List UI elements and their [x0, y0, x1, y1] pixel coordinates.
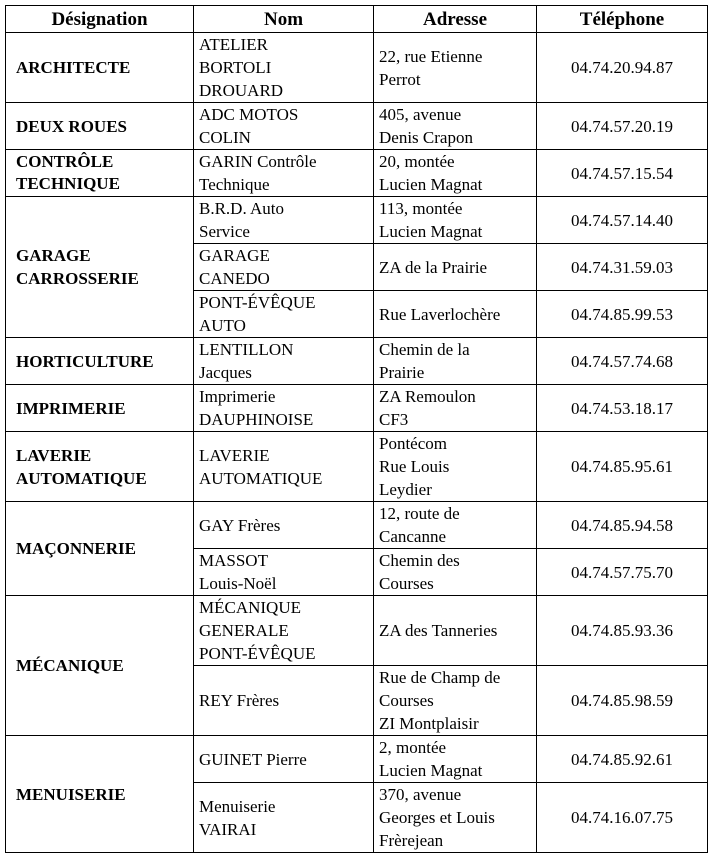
- designation-cell: CONTRÔLE TECHNIQUE: [6, 150, 194, 197]
- adresse-cell: ZA Remoulon CF3: [374, 385, 537, 432]
- header-nom: Nom: [194, 6, 374, 33]
- telephone-cell: 04.74.20.94.87: [537, 33, 708, 103]
- table-row: [6, 596, 708, 666]
- designation-cell: HORTICULTURE: [6, 338, 194, 385]
- nom-cell: Imprimerie DAUPHINOISE: [194, 385, 374, 432]
- nom-cell: ADC MOTOS COLIN: [194, 103, 374, 150]
- header-telephone: Téléphone: [537, 6, 708, 33]
- designation-cell: LAVERIE AUTOMATIQUE: [6, 432, 194, 502]
- designation-cell: MÉCANIQUE: [6, 596, 194, 736]
- telephone-cell: 04.74.31.59.03: [537, 244, 708, 291]
- designation-cell: GARAGE CARROSSERIE: [6, 197, 194, 338]
- nom-cell: Menuiserie VAIRAI: [194, 783, 374, 853]
- adresse-cell: 113, montée Lucien Magnat: [374, 197, 537, 244]
- nom-cell: PONT-ÉVÊQUE AUTO: [194, 291, 374, 338]
- telephone-cell: 04.74.85.94.58: [537, 502, 708, 549]
- telephone-cell: 04.74.85.93.36: [537, 596, 708, 666]
- nom-cell: MASSOT Louis-Noël: [194, 549, 374, 596]
- table-row: [6, 197, 708, 244]
- adresse-cell: Chemin de la Prairie: [374, 338, 537, 385]
- telephone-cell: 04.74.57.14.40: [537, 197, 708, 244]
- table-row: [6, 432, 708, 502]
- adresse-cell: 20, montée Lucien Magnat: [374, 150, 537, 197]
- nom-cell: GARIN Contrôle Technique: [194, 150, 374, 197]
- header-row: [6, 6, 708, 33]
- telephone-cell: 04.74.57.20.19: [537, 103, 708, 150]
- nom-cell: GUINET Pierre: [194, 736, 374, 783]
- adresse-cell: Rue Laverlochère: [374, 291, 537, 338]
- telephone-cell: 04.74.16.07.75: [537, 783, 708, 853]
- designation-cell: IMPRIMERIE: [6, 385, 194, 432]
- header-adresse: Adresse: [374, 6, 537, 33]
- table-row: [6, 385, 708, 432]
- nom-cell: MÉCANIQUE GENERALE PONT-ÉVÊQUE: [194, 596, 374, 666]
- designation-cell: MAÇONNERIE: [6, 502, 194, 596]
- adresse-cell: 12, route de Cancanne: [374, 502, 537, 549]
- table-row: [6, 736, 708, 783]
- nom-cell: ATELIER BORTOLI DROUARD: [194, 33, 374, 103]
- telephone-cell: 04.74.53.18.17: [537, 385, 708, 432]
- adresse-cell: 405, avenue Denis Crapon: [374, 103, 537, 150]
- adresse-cell: Rue de Champ de Courses ZI Montplaisir: [374, 666, 537, 736]
- telephone-cell: 04.74.85.98.59: [537, 666, 708, 736]
- telephone-cell: 04.74.85.99.53: [537, 291, 708, 338]
- telephone-cell: 04.74.57.15.54: [537, 150, 708, 197]
- adresse-cell: Chemin des Courses: [374, 549, 537, 596]
- designation-cell: MENUISERIE: [6, 736, 194, 853]
- table-row: [6, 103, 708, 150]
- telephone-cell: 04.74.85.92.61: [537, 736, 708, 783]
- adresse-cell: 22, rue Etienne Perrot: [374, 33, 537, 103]
- directory-table: [5, 5, 708, 853]
- table-row: [6, 150, 708, 197]
- designation-cell: DEUX ROUES: [6, 103, 194, 150]
- table-row: [6, 502, 708, 549]
- adresse-cell: 370, avenue Georges et Louis Frèrejean: [374, 783, 537, 853]
- table-row: [6, 33, 708, 103]
- nom-cell: LAVERIE AUTOMATIQUE: [194, 432, 374, 502]
- nom-cell: REY Frères: [194, 666, 374, 736]
- telephone-cell: 04.74.57.74.68: [537, 338, 708, 385]
- designation-cell: ARCHITECTE: [6, 33, 194, 103]
- telephone-cell: 04.74.85.95.61: [537, 432, 708, 502]
- header-designation: Désignation: [6, 6, 194, 33]
- telephone-cell: 04.74.57.75.70: [537, 549, 708, 596]
- table-row: [6, 338, 708, 385]
- nom-cell: LENTILLON Jacques: [194, 338, 374, 385]
- nom-cell: GAY Frères: [194, 502, 374, 549]
- adresse-cell: Pontécom Rue Louis Leydier: [374, 432, 537, 502]
- adresse-cell: ZA des Tanneries: [374, 596, 537, 666]
- adresse-cell: ZA de la Prairie: [374, 244, 537, 291]
- nom-cell: B.R.D. Auto Service: [194, 197, 374, 244]
- nom-cell: GARAGE CANEDO: [194, 244, 374, 291]
- adresse-cell: 2, montée Lucien Magnat: [374, 736, 537, 783]
